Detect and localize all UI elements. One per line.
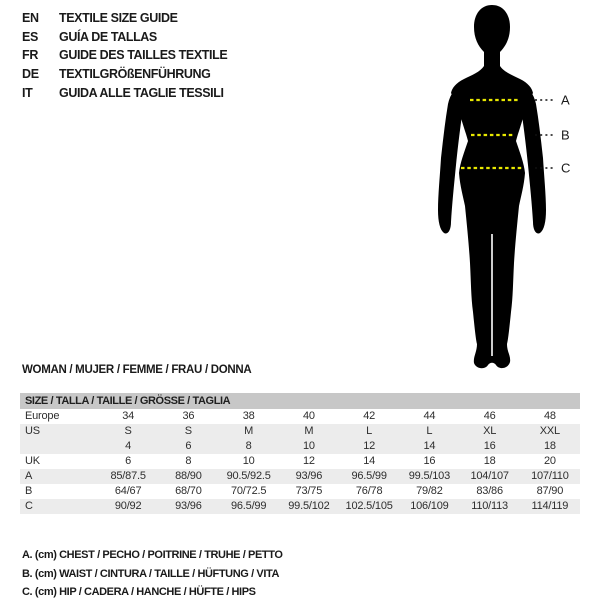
size-cell: L <box>366 425 373 437</box>
row-label: C <box>25 500 33 512</box>
size-cell: 18 <box>483 455 496 467</box>
row-label: A <box>25 470 33 482</box>
size-cell: 88/90 <box>175 470 202 482</box>
size-cell: XL <box>483 425 497 437</box>
size-cell: 42 <box>363 410 376 422</box>
table-row <box>20 424 580 439</box>
gender-title: WOMAN / MUJER / FEMME / FRAU / DONNA <box>22 364 252 376</box>
size-cell: 44 <box>423 410 436 422</box>
language-title-list <box>22 9 227 103</box>
size-cell: 6 <box>125 455 132 467</box>
size-cell: 85/87.5 <box>110 470 146 482</box>
legend-item-waist: B. (cm) WAIST / CINTURA / TAILLE / HÜFTUNG / VITA <box>22 567 280 580</box>
table-row <box>20 439 580 454</box>
size-cell: 8 <box>245 440 252 452</box>
size-cell: 14 <box>363 455 376 467</box>
language-row <box>22 9 227 28</box>
size-cell: 96.5/99 <box>230 500 267 512</box>
woman-silhouette-icon <box>430 0 585 375</box>
measurement-figure <box>430 0 585 375</box>
size-cell: 34 <box>122 410 135 422</box>
language-row <box>22 46 227 65</box>
size-cell: 93/96 <box>175 500 202 512</box>
language-code: EN <box>22 11 39 25</box>
language-row <box>22 28 227 47</box>
table-row <box>20 454 580 469</box>
size-cell: 8 <box>185 455 192 467</box>
size-cell: 48 <box>543 410 556 422</box>
size-cell: 38 <box>242 410 255 422</box>
size-cell: 18 <box>543 440 556 452</box>
size-cell: 90/92 <box>114 500 142 512</box>
size-cell: 46 <box>483 410 496 422</box>
size-cell: 93/96 <box>295 470 323 482</box>
size-cell: 73/75 <box>295 485 323 497</box>
size-cell: 83/86 <box>476 485 503 497</box>
guide-title: GUIDE DES TAILLES TEXTILE <box>59 48 228 63</box>
size-cell: 107/110 <box>531 470 569 482</box>
table-row <box>20 469 580 484</box>
size-cell: 70/72.5 <box>230 485 267 497</box>
size-cell: 4 <box>125 440 132 452</box>
language-row <box>22 84 227 103</box>
row-label: UK <box>25 455 40 467</box>
size-cell: 14 <box>423 440 436 452</box>
size-cell: 106/109 <box>410 500 449 512</box>
size-cell: 110/113 <box>471 500 508 512</box>
marker-b-label: B <box>561 127 570 143</box>
size-table-header: SIZE / TALLA / TAILLE / GRÖSSE / TAGLIA <box>20 393 580 409</box>
size-cell: 12 <box>302 455 315 467</box>
row-label: US <box>25 425 40 437</box>
size-cell: 114/119 <box>531 500 569 512</box>
row-label: B <box>25 485 33 497</box>
size-cell: S <box>184 425 192 437</box>
language-code: FR <box>22 48 39 63</box>
size-cell: 102.5/105 <box>345 500 393 512</box>
size-cell: 20 <box>543 455 556 467</box>
size-cell: 99.5/102 <box>288 500 330 512</box>
size-cell: M <box>304 425 314 437</box>
size-table-body <box>20 409 580 514</box>
guide-title: GUÍA DE TALLAS <box>59 29 157 44</box>
size-cell: XXL <box>539 425 560 437</box>
size-cell: 10 <box>242 455 255 467</box>
size-cell: L <box>426 425 433 437</box>
table-row <box>20 499 580 514</box>
row-label <box>20 439 98 454</box>
language-code: DE <box>22 67 39 82</box>
size-cell: S <box>124 425 132 437</box>
size-cell: 76/78 <box>355 485 383 497</box>
size-cell: 96.5/99 <box>351 470 387 482</box>
size-cell: 87/90 <box>536 485 564 497</box>
size-cell: 79/82 <box>416 485 443 497</box>
guide-title: TEXTILE SIZE GUIDE <box>59 11 178 25</box>
size-cell: 40 <box>302 410 315 422</box>
language-row <box>22 65 227 84</box>
size-cell: 16 <box>423 455 436 467</box>
size-cell: 90.5/92.5 <box>226 470 271 482</box>
marker-a-label: A <box>561 92 570 108</box>
size-cell: 68/70 <box>175 485 202 497</box>
table-row <box>20 484 580 499</box>
size-cell: 99.5/103 <box>408 470 450 482</box>
measurement-legend <box>22 546 283 600</box>
language-code: ES <box>22 29 39 44</box>
legend-item-hip: C. (cm) HIP / CADERA / HANCHE / HÜFTE / HIPS <box>22 586 256 599</box>
guide-title: TEXTILGRÖßENFÜHRUNG <box>59 67 211 82</box>
size-cell: 36 <box>182 410 195 422</box>
row-label: Europe <box>25 410 60 422</box>
legend-item-chest: A. (cm) CHEST / PECHO / POITRINE / TRUHE / PETTO <box>22 549 283 561</box>
size-cell: M <box>244 425 254 437</box>
size-cell: 12 <box>363 440 376 452</box>
table-row <box>20 409 580 424</box>
marker-c-label: C <box>561 160 571 176</box>
size-cell: 10 <box>302 440 315 452</box>
size-cell: 104/107 <box>470 470 509 482</box>
size-cell: 16 <box>483 440 496 452</box>
guide-title: GUIDA ALLE TAGLIE TESSILI <box>59 85 224 100</box>
size-cell: 6 <box>185 440 192 452</box>
size-table <box>20 393 580 514</box>
size-cell: 64/67 <box>114 485 142 497</box>
language-code: IT <box>22 85 33 100</box>
